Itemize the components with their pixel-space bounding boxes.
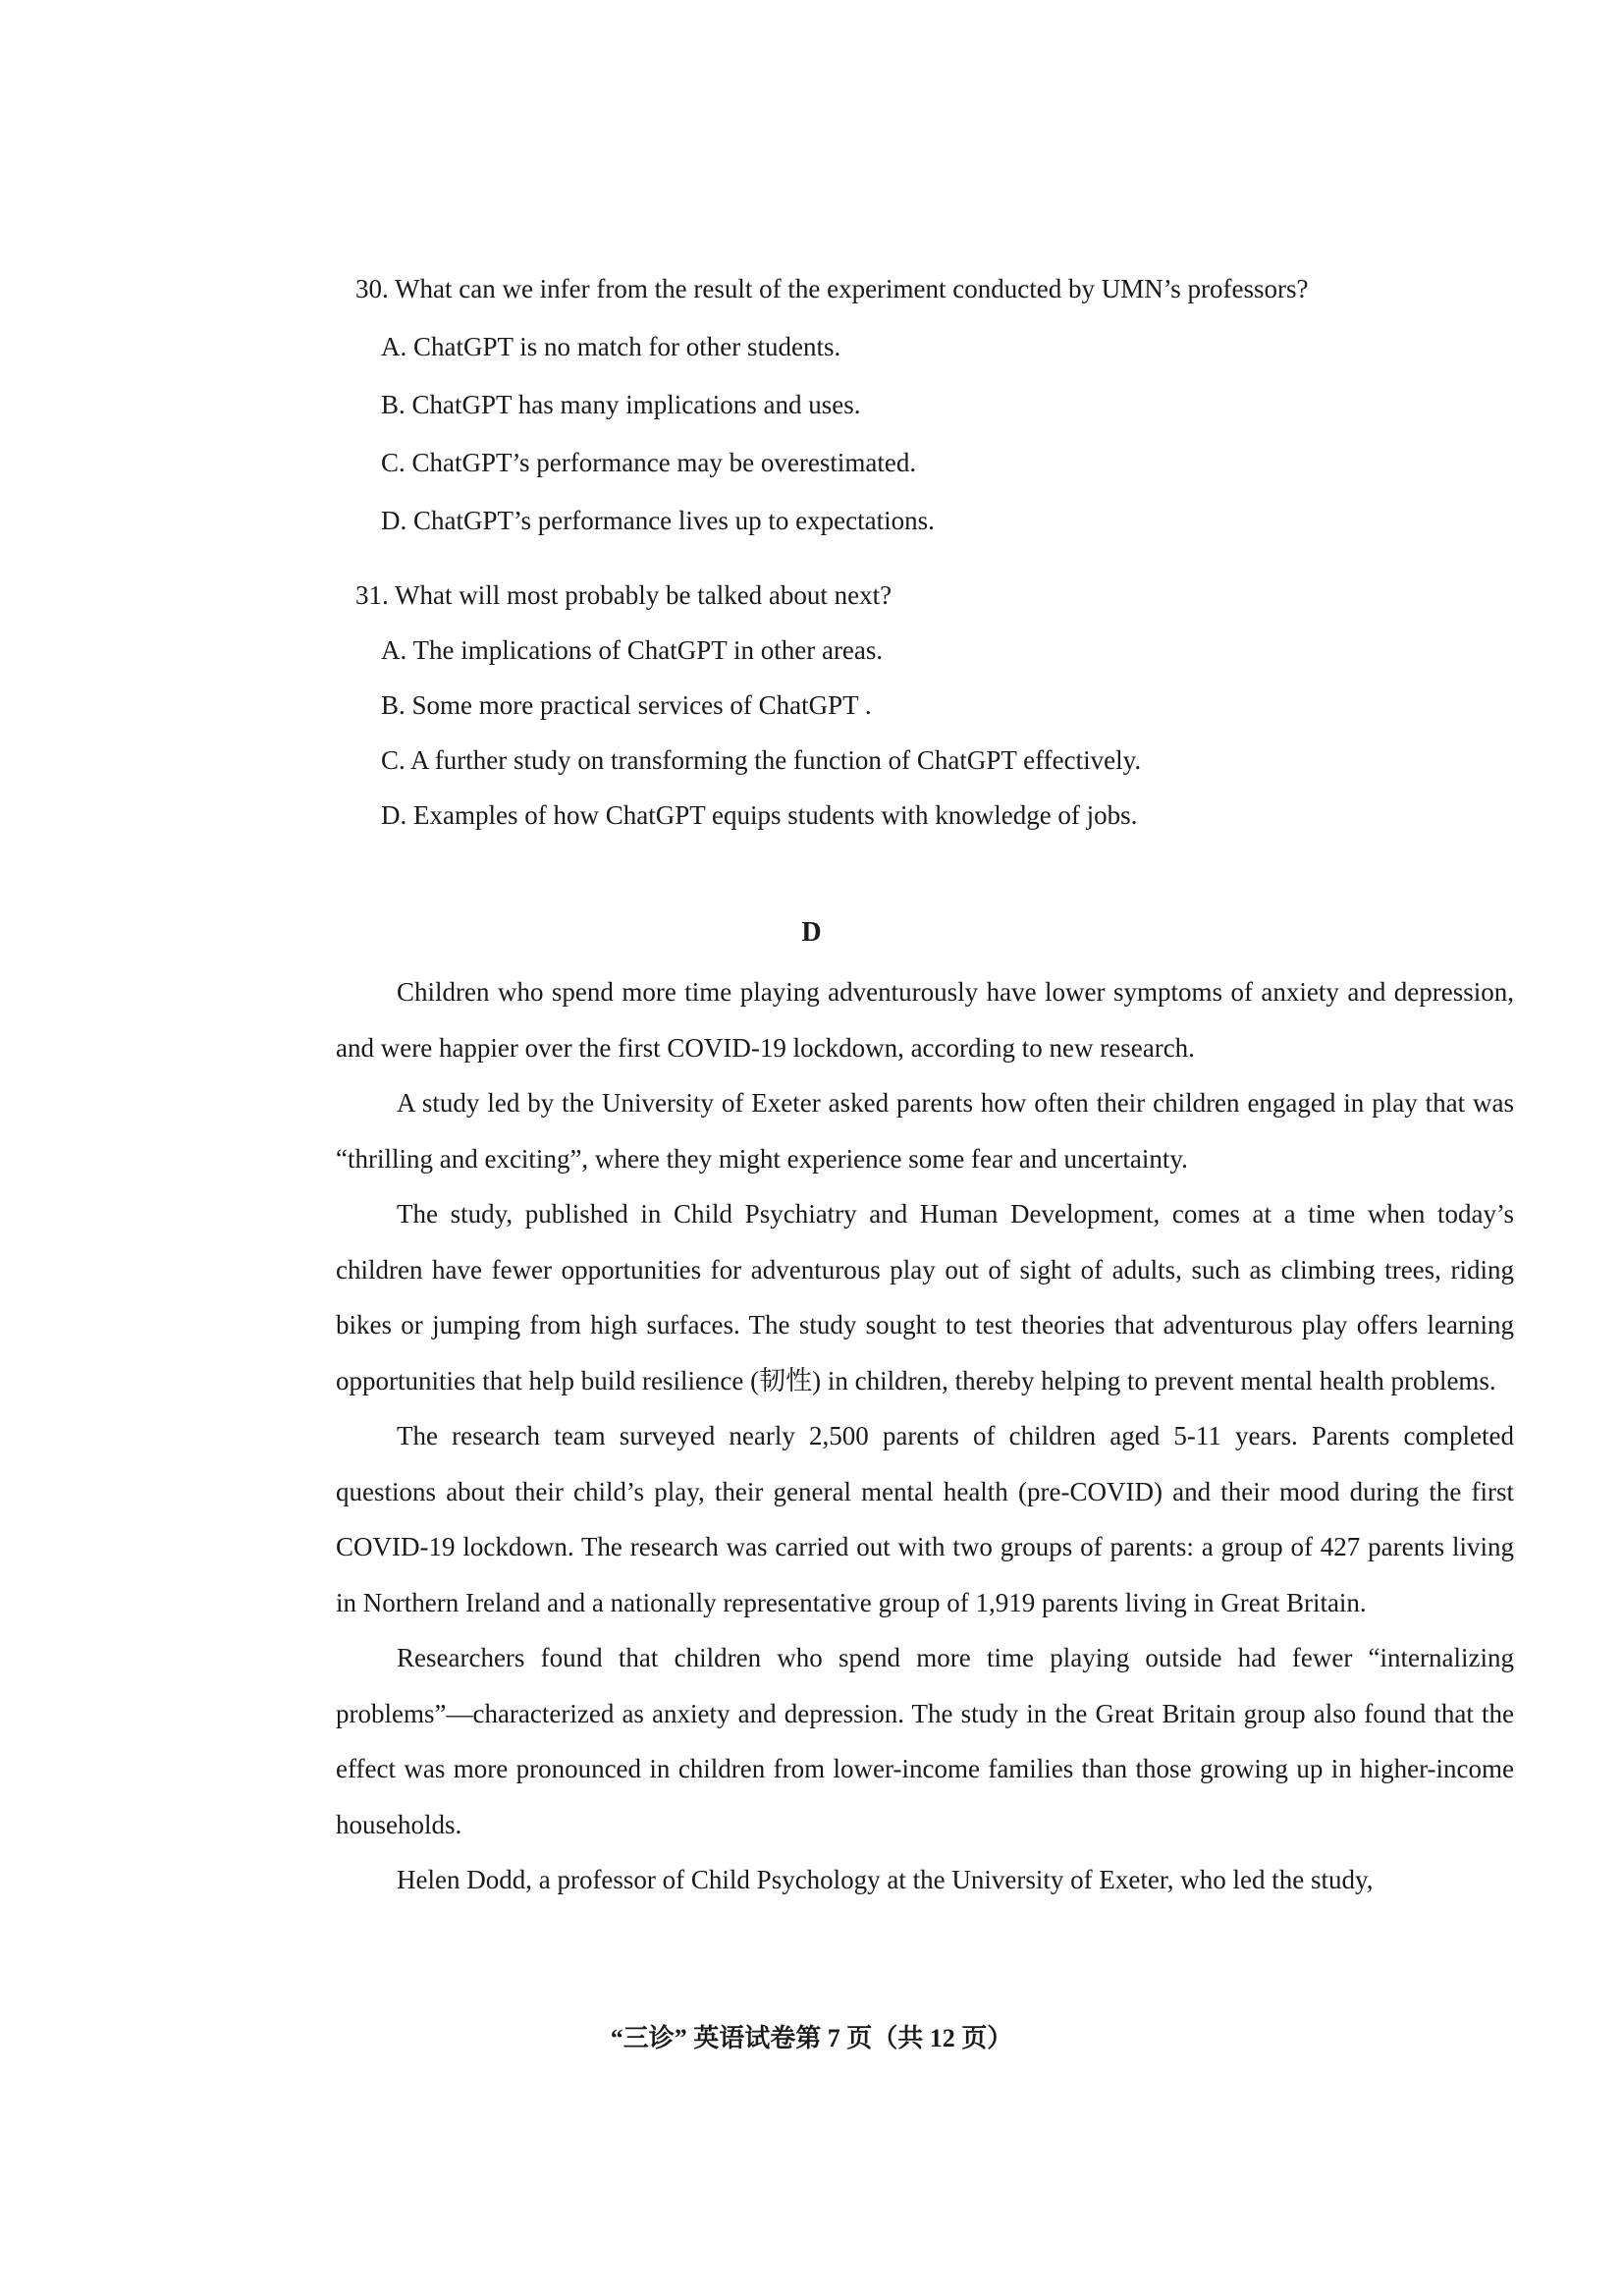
paragraph: Children who spend more time playing adventurously have lower symptoms of anxiety and depression, and were happier over the first COVID-19 lockdown, according to new research. <box>336 977 1514 1063</box>
option-list <box>355 630 1514 835</box>
option-d: D. Examples of how ChatGPT equips students with knowledge of jobs. <box>381 800 1138 830</box>
question-stem: 30. What can we infer from the result of the experiment conducted by UMN’s professors? <box>355 274 1309 303</box>
option-a: A. The implications of ChatGPT in other areas. <box>381 635 884 665</box>
paragraph: The study, published in Child Psychiatry and Human Development, comes at a time when today’s children have fewer opportunities for adventurous play out of sight of adults, such as climbing trees, riding bikes or jumping from high surfaces. The study sought to test theories that adventurous play offers learning opportunities that help build resilience (韧性) in children, thereby helping to prevent mental health problems. <box>336 1199 1514 1395</box>
paragraph: The research team surveyed nearly 2,500 parents of children aged 5-11 years. Parents completed questions about their child’s play, their general mental health (pre-COVID) and their mood during the first COVID-19 lockdown. The research was carried out with two groups of parents: a group of 427 parents living in Northern Ireland and a nationally representative group of 1,919 parents living in Great Britain. <box>336 1421 1514 1617</box>
paragraph: A study led by the University of Exeter asked parents how often their children engaged in play that was “thrilling and exciting”, where they might experience some fear and uncertainty. <box>336 1088 1514 1174</box>
option-b: B. ChatGPT has many implications and uses. <box>381 390 861 419</box>
paragraph: Researchers found that children who spend more time playing outside had fewer “internalizing problems”—characterized as anxiety and depression. The study in the Great Britain group also found that the effect was more pronounced in children from lower-income families than those growing up in higher-income households. <box>336 1643 1514 1839</box>
paragraph: Helen Dodd, a professor of Child Psychology at the University of Exeter, who led the study, <box>397 1865 1374 1894</box>
reading-passage <box>336 964 1514 1908</box>
option-c: C. A further study on transforming the function of ChatGPT effectively. <box>381 745 1142 775</box>
question-stem: 31. What will most probably be talked about next? <box>355 580 893 610</box>
option-list <box>355 327 1514 540</box>
section-title: D <box>801 917 822 948</box>
option-d: D. ChatGPT’s performance lives up to expectations. <box>381 506 935 535</box>
page-footer: “三诊” 英语试卷第 7 页（共 12 页） <box>610 2024 1013 2052</box>
question-31 <box>355 575 1514 835</box>
option-a: A. ChatGPT is no match for other students. <box>381 332 841 361</box>
question-30 <box>355 269 1514 540</box>
option-b: B. Some more practical services of ChatGPT . <box>381 690 872 720</box>
option-c: C. ChatGPT’s performance may be overestimated. <box>381 448 917 477</box>
